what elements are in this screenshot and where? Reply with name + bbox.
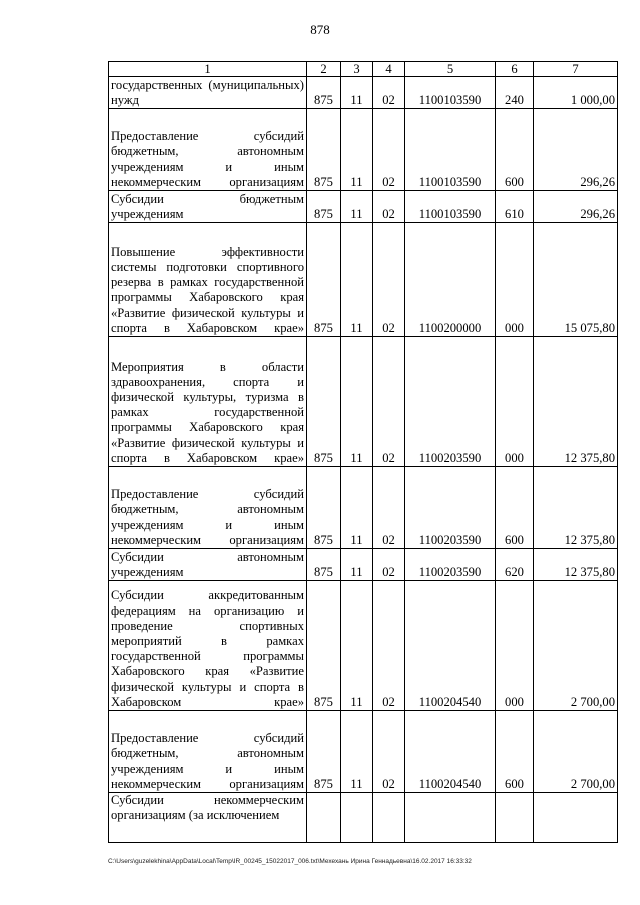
row-description: Субсидии автономным учреждениям xyxy=(109,549,307,581)
cell-section: 11 xyxy=(341,467,373,549)
cell-amount: 2 700,00 xyxy=(534,581,618,711)
cell-admin-code: 875 xyxy=(307,581,341,711)
table-row xyxy=(109,467,618,549)
cell-amount: 2 700,00 xyxy=(534,711,618,793)
cell-target-article: 1100203590 xyxy=(405,467,496,549)
cell-amount: 296,26 xyxy=(534,191,618,223)
cell-expense-type: 000 xyxy=(496,581,534,711)
cell-expense-type: 620 xyxy=(496,549,534,581)
cell-target-article: 1100200000 xyxy=(405,223,496,337)
cell-subsection: 02 xyxy=(373,581,405,711)
column-header: 4 xyxy=(373,62,405,77)
row-description: Повышение эффективности системы подготовки спортивного резерва в рамках государственной программы Хабаровского края «Развитие физической культуры и спорта в Хабаровском крае» xyxy=(109,223,307,337)
cell-section: 11 xyxy=(341,77,373,109)
table-row xyxy=(109,581,618,711)
cell-amount: 15 075,80 xyxy=(534,223,618,337)
cell-expense-type xyxy=(496,793,534,843)
cell-amount: 12 375,80 xyxy=(534,467,618,549)
column-header: 3 xyxy=(341,62,373,77)
budget-table xyxy=(108,61,618,843)
table-row xyxy=(109,109,618,191)
cell-subsection: 02 xyxy=(373,337,405,467)
cell-expense-type: 600 xyxy=(496,109,534,191)
cell-expense-type: 600 xyxy=(496,711,534,793)
cell-admin-code: 875 xyxy=(307,223,341,337)
cell-section: 11 xyxy=(341,581,373,711)
cell-target-article: 1100103590 xyxy=(405,191,496,223)
cell-subsection: 02 xyxy=(373,549,405,581)
table-header-row xyxy=(109,62,618,77)
cell-section: 11 xyxy=(341,223,373,337)
cell-subsection xyxy=(373,793,405,843)
column-header: 5 xyxy=(405,62,496,77)
cell-admin-code: 875 xyxy=(307,467,341,549)
cell-section: 11 xyxy=(341,109,373,191)
cell-target-article: 1100203590 xyxy=(405,549,496,581)
column-header: 7 xyxy=(534,62,618,77)
column-header: 2 xyxy=(307,62,341,77)
cell-section: 11 xyxy=(341,337,373,467)
row-description: Субсидии аккредитованным федерациям на организацию и проведение спортивных мероприятий в рамках государственной программы Хабаровского края «Развитие физической культуры и спорта в Хабаровском крае» xyxy=(109,581,307,711)
cell-section: 11 xyxy=(341,711,373,793)
cell-amount: 1 000,00 xyxy=(534,77,618,109)
cell-expense-type: 610 xyxy=(496,191,534,223)
cell-admin-code: 875 xyxy=(307,191,341,223)
table-row xyxy=(109,711,618,793)
row-description: Предоставление субсидий бюджетным, автономным учреждениям и иным некоммерческим организациям xyxy=(109,467,307,549)
cell-subsection: 02 xyxy=(373,191,405,223)
cell-subsection: 02 xyxy=(373,467,405,549)
row-description: Субсидии некоммерческим организациям (за исключением xyxy=(109,793,307,843)
file-path-footer: C:\Users\guzelekhina\AppData\Local\Temp\IR_00245_15022017_006.txt\Мехехань Ирина Геннадьевна\16.02.2017 16:33:32 xyxy=(108,858,472,865)
cell-amount: 296,26 xyxy=(534,109,618,191)
row-description: Мероприятия в области здравоохранения, спорта и физической культуры, туризма в рамках государственной программы Хабаровского края «Развитие физической культуры и спорта в Хабаровском крае» xyxy=(109,337,307,467)
column-header: 1 xyxy=(109,62,307,77)
cell-admin-code: 875 xyxy=(307,711,341,793)
cell-admin-code: 875 xyxy=(307,109,341,191)
cell-subsection: 02 xyxy=(373,711,405,793)
cell-expense-type: 000 xyxy=(496,223,534,337)
table-row xyxy=(109,191,618,223)
table-row xyxy=(109,549,618,581)
column-header: 6 xyxy=(496,62,534,77)
cell-section xyxy=(341,793,373,843)
cell-admin-code: 875 xyxy=(307,77,341,109)
cell-amount: 12 375,80 xyxy=(534,337,618,467)
table-row xyxy=(109,793,618,843)
cell-target-article: 1100103590 xyxy=(405,77,496,109)
cell-subsection: 02 xyxy=(373,109,405,191)
cell-admin-code xyxy=(307,793,341,843)
table-row xyxy=(109,223,618,337)
cell-expense-type: 000 xyxy=(496,337,534,467)
cell-expense-type: 600 xyxy=(496,467,534,549)
cell-admin-code: 875 xyxy=(307,549,341,581)
page-number: 878 xyxy=(310,22,330,37)
cell-target-article: 1100204540 xyxy=(405,581,496,711)
row-description: государственных (муниципальных) нужд xyxy=(109,77,307,109)
cell-admin-code: 875 xyxy=(307,337,341,467)
cell-target-article: 1100103590 xyxy=(405,109,496,191)
cell-expense-type: 240 xyxy=(496,77,534,109)
cell-subsection: 02 xyxy=(373,77,405,109)
cell-target-article: 1100204540 xyxy=(405,711,496,793)
cell-section: 11 xyxy=(341,191,373,223)
cell-amount xyxy=(534,793,618,843)
cell-subsection: 02 xyxy=(373,223,405,337)
cell-target-article: 1100203590 xyxy=(405,337,496,467)
table-row xyxy=(109,337,618,467)
row-description: Предоставление субсидий бюджетным, автономным учреждениям и иным некоммерческим организациям xyxy=(109,109,307,191)
row-description: Предоставление субсидий бюджетным, автономным учреждениям и иным некоммерческим организациям xyxy=(109,711,307,793)
table-row xyxy=(109,77,618,109)
row-description: Субсидии бюджетным учреждениям xyxy=(109,191,307,223)
cell-section: 11 xyxy=(341,549,373,581)
cell-amount: 12 375,80 xyxy=(534,549,618,581)
cell-target-article xyxy=(405,793,496,843)
